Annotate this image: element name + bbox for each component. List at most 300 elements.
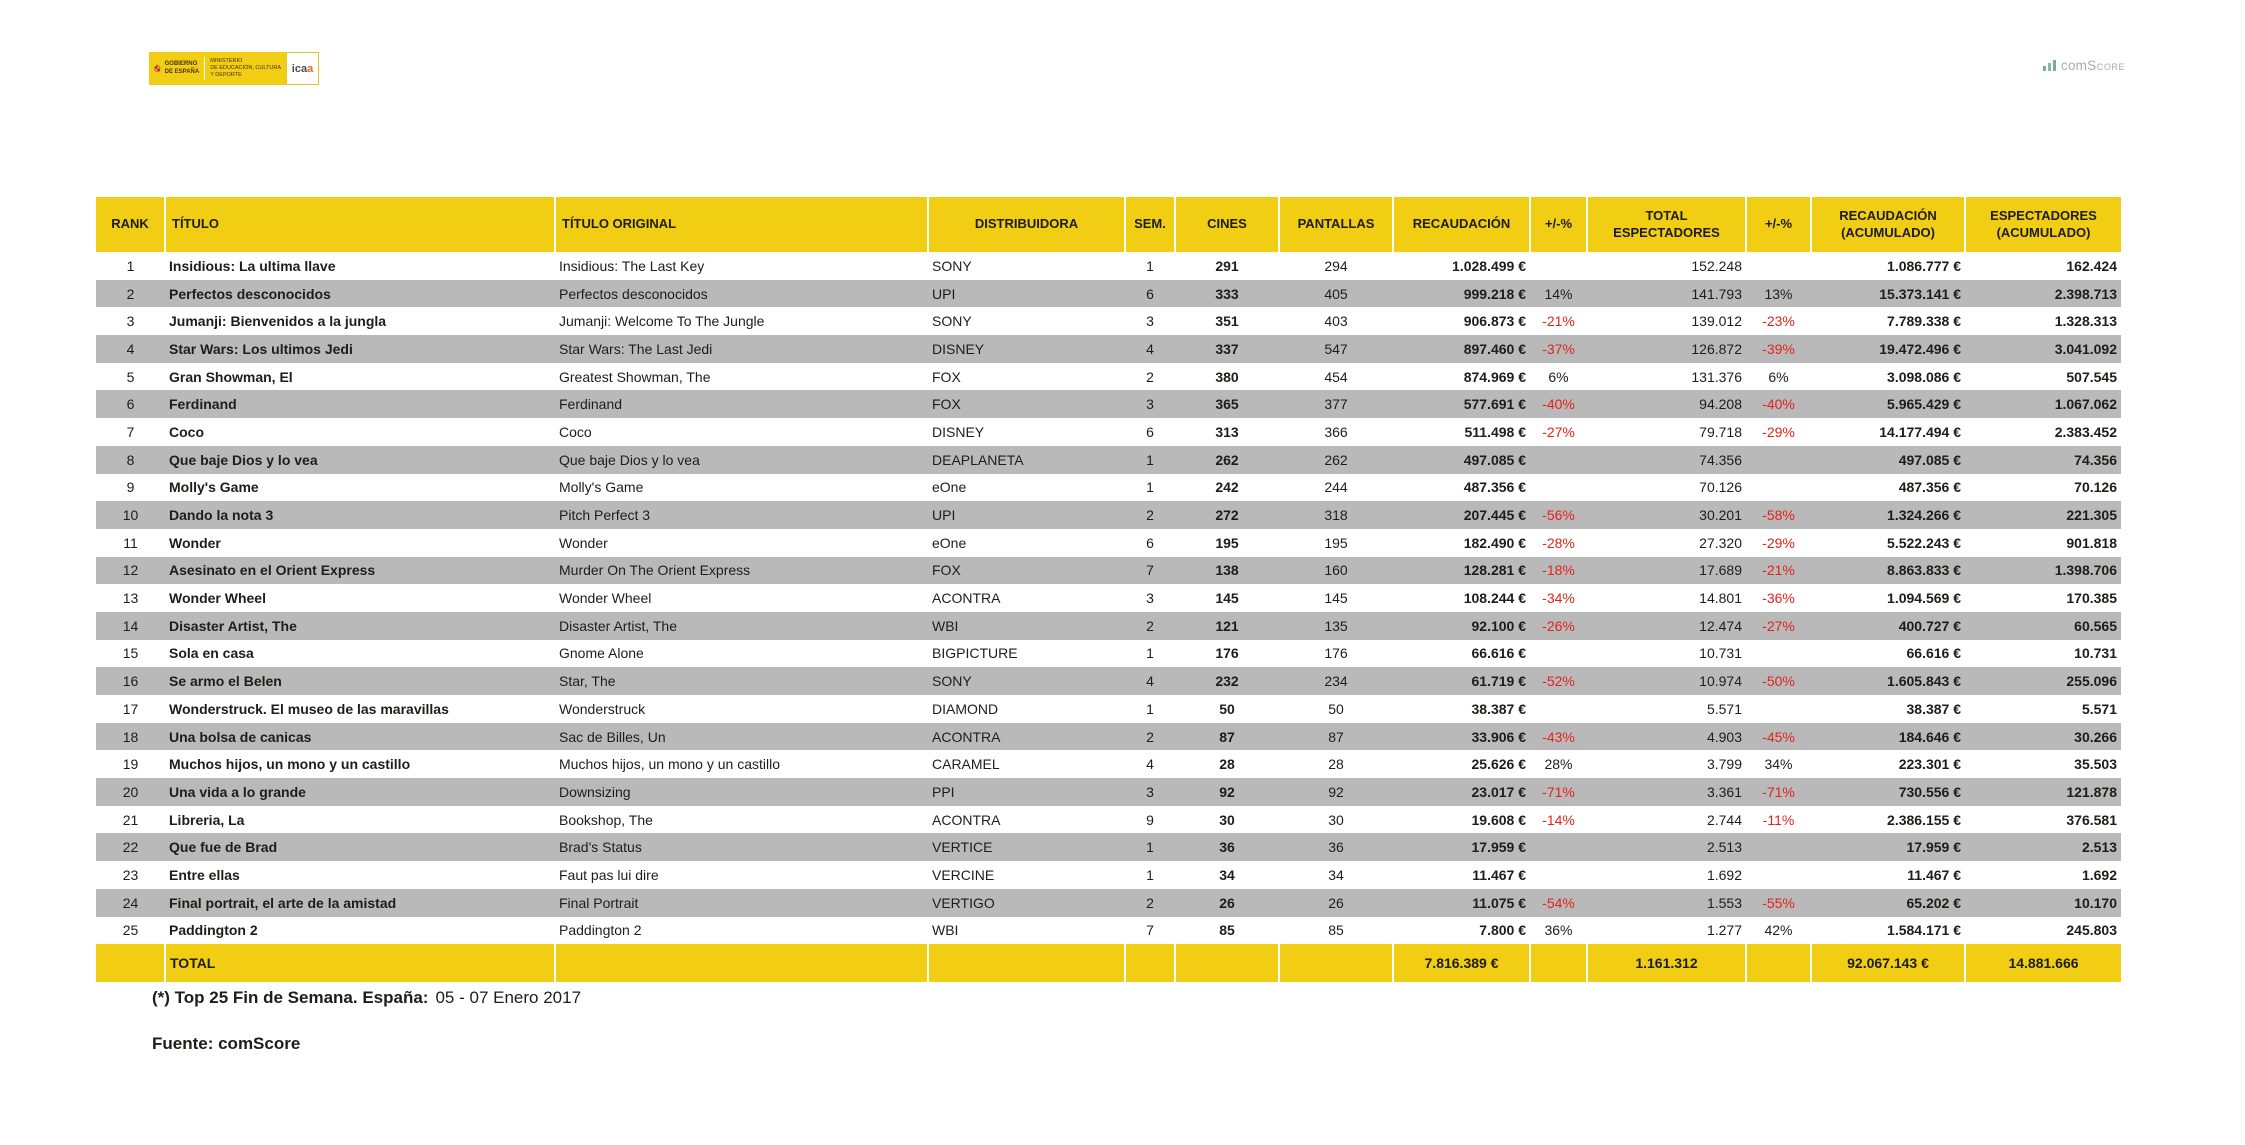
cell-distribuidora: eOne — [932, 479, 967, 496]
cell-sem: 2 — [1125, 501, 1175, 529]
cell-total_espectadores: 3.361 — [1587, 778, 1746, 806]
cell-recaudacion: 11.075 € — [1393, 889, 1530, 917]
cell-total_espectadores: 4.903 — [1587, 723, 1746, 751]
cell-espectadores_acum: 121.878 — [1965, 778, 2121, 806]
cell-recaudacion: 497.085 € — [1393, 446, 1530, 474]
table-row — [96, 806, 2121, 834]
cell-total_espectadores: 131.376 — [1691, 368, 1742, 385]
cell-recaudacion: 511.498 € — [1464, 423, 1526, 440]
cell-var_rec: 28% — [1544, 756, 1573, 773]
col-header-sem: SEM. — [1125, 197, 1175, 252]
cell-recaudacion_acum: 1.086.777 € — [1887, 257, 1961, 274]
cell-distribuidora: FOX — [928, 557, 1125, 585]
cell-recaudacion: 33.906 € — [1393, 723, 1530, 751]
col-header-recaudacion: RECAUDACIÓN — [1393, 197, 1530, 252]
comscore-logo — [2042, 58, 2125, 73]
cell-cines: 365 — [1175, 390, 1279, 418]
cell-var_rec — [1530, 695, 1587, 723]
cell-titulo: Perfectos desconocidos — [165, 280, 555, 308]
cell-total_espectadores: 14.801 — [1699, 590, 1742, 607]
cell-pantallas: 87 — [1279, 723, 1393, 751]
total-cell — [555, 944, 928, 982]
cell-cines: 28 — [1219, 756, 1235, 773]
cell-distribuidora: SONY — [932, 257, 972, 274]
cell-var_esp: -40% — [1746, 390, 1811, 418]
cell-var_esp — [1746, 474, 1811, 502]
cell-titulo_original: Que baje Dios y lo vea — [555, 446, 928, 474]
cell-espectadores_acum: 30.266 — [1965, 723, 2121, 751]
cell-cines: 337 — [1175, 335, 1279, 363]
cell-pantallas: 145 — [1324, 590, 1348, 607]
cell-pantallas: 403 — [1324, 313, 1348, 330]
cell-rank: 15 — [122, 645, 139, 662]
comscore-wordmark: comScore — [2061, 58, 2126, 73]
note-date: 05 - 07 Enero 2017 — [435, 988, 582, 1007]
cell-titulo_original: Wonder Wheel — [559, 590, 652, 607]
cell-espectadores_acum: 255.096 — [1965, 667, 2121, 695]
cell-pantallas: 176 — [1324, 645, 1348, 662]
cell-distribuidora: SONY — [932, 313, 972, 330]
cell-titulo_original: Paddington 2 — [559, 922, 642, 939]
cell-distribuidora: VERCINE — [932, 866, 995, 883]
cell-var_esp: -39% — [1746, 335, 1811, 363]
cell-recaudacion_acum: 400.727 € — [1811, 612, 1965, 640]
cell-cines: 85 — [1219, 922, 1235, 939]
cell-sem: 1 — [1146, 645, 1154, 662]
cell-recaudacion_acum: 1.605.843 € — [1811, 667, 1965, 695]
cell-distribuidora: FOX — [928, 390, 1125, 418]
cell-distribuidora: CARAMEL — [932, 756, 1000, 773]
report-period-note — [152, 988, 581, 1008]
cell-rank: 6 — [96, 390, 165, 418]
cell-var_esp: 6% — [1768, 368, 1789, 385]
cell-var_esp: -36% — [1762, 590, 1795, 607]
total-cell: 92.067.143 € — [1811, 944, 1965, 982]
cell-rank: 1 — [126, 257, 135, 274]
cell-total_espectadores: 1.553 — [1587, 889, 1746, 917]
cell-var_esp — [1746, 695, 1811, 723]
source-note: Fuente: comScore — [152, 1034, 301, 1053]
cell-titulo_original: Insidious: The Last Key — [559, 257, 705, 274]
header-row — [96, 197, 2121, 252]
cell-var_esp: -50% — [1746, 667, 1811, 695]
spain-coat-of-arms-icon — [154, 55, 161, 82]
cell-recaudacion_acum: 730.556 € — [1811, 778, 1965, 806]
cell-recaudacion: 17.959 € — [1393, 833, 1530, 861]
cell-sem: 2 — [1125, 889, 1175, 917]
cell-recaudacion_acum: 184.646 € — [1811, 723, 1965, 751]
table-row — [96, 667, 2121, 695]
cell-total_espectadores: 74.356 — [1587, 446, 1746, 474]
cell-pantallas: 234 — [1279, 667, 1393, 695]
col-header-titulo: TÍTULO — [165, 197, 555, 252]
cell-total_espectadores: 2.513 — [1587, 833, 1746, 861]
cell-distribuidora: ACONTRA — [928, 723, 1125, 751]
cell-sem: 3 — [1146, 590, 1154, 607]
cell-rank: 10 — [96, 501, 165, 529]
cell-sem: 3 — [1125, 778, 1175, 806]
cell-var_rec — [1530, 833, 1587, 861]
total-cell: 7.816.389 € — [1393, 944, 1530, 982]
cell-espectadores_acum: 245.803 — [2066, 922, 2117, 939]
cell-recaudacion: 11.467 € — [1472, 866, 1526, 883]
cell-rank: 22 — [96, 833, 165, 861]
cell-rank: 24 — [96, 889, 165, 917]
cell-titulo: Insidious: La ultima llave — [169, 257, 336, 274]
cell-total_espectadores: 152.248 — [1691, 257, 1742, 274]
cell-recaudacion: 23.017 € — [1393, 778, 1530, 806]
cell-titulo_original: Gnome Alone — [559, 645, 644, 662]
cell-recaudacion: 897.460 € — [1393, 335, 1530, 363]
cell-recaudacion: 7.800 € — [1479, 922, 1526, 939]
cell-distribuidora: ACONTRA — [932, 590, 1001, 607]
cell-titulo_original: Sac de Billes, Un — [555, 723, 928, 751]
table-row — [96, 474, 2121, 502]
cell-cines: 272 — [1175, 501, 1279, 529]
cell-sem: 7 — [1146, 922, 1154, 939]
table-row — [96, 640, 2121, 668]
cell-espectadores_acum: 74.356 — [1965, 446, 2121, 474]
cell-titulo_original: Pitch Perfect 3 — [555, 501, 928, 529]
cell-var_rec: -56% — [1530, 501, 1587, 529]
cell-recaudacion: 207.445 € — [1393, 501, 1530, 529]
col-header-var-recaudacion: +/-% — [1530, 197, 1587, 252]
cell-titulo_original: Perfectos desconocidos — [555, 280, 928, 308]
cell-recaudacion_acum: 2.386.155 € — [1887, 811, 1961, 828]
cell-espectadores_acum: 507.545 — [2066, 368, 2117, 385]
cell-recaudacion: 19.608 € — [1471, 811, 1526, 828]
cell-cines: 145 — [1215, 590, 1239, 607]
table-row — [96, 418, 2121, 446]
cell-cines: 50 — [1219, 700, 1235, 717]
cell-cines: 195 — [1215, 534, 1239, 551]
cell-titulo_original: Jumanji: Welcome To The Jungle — [559, 313, 765, 330]
table-row — [96, 390, 2121, 418]
cell-total_espectadores: 27.320 — [1699, 534, 1742, 551]
cell-recaudacion: 61.719 € — [1393, 667, 1530, 695]
cell-recaudacion: 906.873 € — [1463, 313, 1526, 330]
cell-sem: 3 — [1146, 313, 1154, 330]
cell-var_rec: -71% — [1530, 778, 1587, 806]
cell-espectadores_acum: 2.383.452 — [2054, 423, 2117, 440]
table-row — [96, 861, 2121, 889]
cell-pantallas: 377 — [1279, 390, 1393, 418]
cell-distribuidora: DISNEY — [928, 335, 1125, 363]
cell-rank: 11 — [123, 534, 138, 551]
cell-recaudacion: 1.028.499 € — [1452, 257, 1526, 274]
cell-var_esp: -45% — [1746, 723, 1811, 751]
cell-total_espectadores: 126.872 — [1587, 335, 1746, 363]
cell-rank: 17 — [122, 700, 139, 717]
cell-recaudacion_acum: 17.959 € — [1811, 833, 1965, 861]
cell-sem: 1 — [1125, 446, 1175, 474]
cell-var_rec: -54% — [1530, 889, 1587, 917]
table-row — [96, 529, 2121, 557]
cell-titulo: Sola en casa — [169, 645, 254, 662]
col-header-titulo-original: TÍTULO ORIGINAL — [555, 197, 928, 252]
cell-cines: 121 — [1175, 612, 1279, 640]
cell-titulo: Wonder Wheel — [169, 590, 266, 607]
cell-var_rec: -40% — [1530, 390, 1587, 418]
cell-total_espectadores: 17.689 — [1587, 557, 1746, 585]
cell-cines: 333 — [1175, 280, 1279, 308]
cell-var_esp: -55% — [1746, 889, 1811, 917]
col-header-rank: RANK — [96, 197, 165, 252]
cell-espectadores_acum: 10.731 — [2074, 645, 2117, 662]
cell-titulo: Que baje Dios y lo vea — [165, 446, 555, 474]
cell-var_rec: -28% — [1542, 534, 1575, 551]
cell-distribuidora: VERTIGO — [928, 889, 1125, 917]
cell-pantallas: 28 — [1328, 756, 1344, 773]
cell-recaudacion_acum: 497.085 € — [1811, 446, 1965, 474]
cell-recaudacion: 66.616 € — [1471, 645, 1526, 662]
cell-espectadores_acum: 10.170 — [1965, 889, 2121, 917]
cell-cines: 242 — [1215, 479, 1239, 496]
cell-cines: 176 — [1215, 645, 1239, 662]
cell-recaudacion_acum: 1.094.569 € — [1887, 590, 1961, 607]
cell-pantallas: 195 — [1324, 534, 1348, 551]
cell-var_rec: 6% — [1548, 368, 1569, 385]
cell-recaudacion_acum: 66.616 € — [1906, 645, 1961, 662]
cell-rank: 16 — [96, 667, 165, 695]
cell-total_espectadores: 30.201 — [1587, 501, 1746, 529]
cell-var_rec: -34% — [1542, 590, 1575, 607]
cell-pantallas: 262 — [1279, 446, 1393, 474]
cell-rank: 8 — [96, 446, 165, 474]
cell-var_rec — [1530, 252, 1587, 280]
cell-rank: 4 — [96, 335, 165, 363]
cell-titulo_original: Wonder — [559, 534, 608, 551]
cell-var_rec — [1530, 474, 1587, 502]
cell-titulo: Que fue de Brad — [165, 833, 555, 861]
cell-pantallas: 30 — [1328, 811, 1344, 828]
cell-titulo_original: Faut pas lui dire — [559, 866, 659, 883]
cell-titulo: Final portrait, el arte de la amistad — [165, 889, 555, 917]
cell-titulo_original: Ferdinand — [555, 390, 928, 418]
cell-pantallas: 405 — [1279, 280, 1393, 308]
table-row — [96, 584, 2121, 612]
box-office-table — [96, 197, 2121, 982]
cell-var_esp: -58% — [1746, 501, 1811, 529]
cell-recaudacion_acum: 487.356 € — [1898, 479, 1961, 496]
cell-var_rec: -14% — [1542, 811, 1575, 828]
cell-sem: 6 — [1125, 280, 1175, 308]
cell-total_espectadores: 139.012 — [1691, 313, 1742, 330]
cell-recaudacion: 108.244 € — [1463, 590, 1526, 607]
cell-espectadores_acum: 5.571 — [2081, 700, 2117, 717]
cell-recaudacion: 182.490 € — [1463, 534, 1526, 551]
cell-cines: 87 — [1175, 723, 1279, 751]
cell-recaudacion_acum: 11.467 € — [1907, 866, 1961, 883]
comscore-icon — [2042, 59, 2057, 72]
cell-rank: 3 — [126, 313, 135, 330]
total-cell — [1175, 944, 1279, 982]
total-cell: 14.881.666 — [1965, 944, 2121, 982]
col-header-cines: CINES — [1175, 197, 1279, 252]
cell-var_esp: 42% — [1764, 922, 1793, 939]
cell-sem: 7 — [1125, 557, 1175, 585]
cell-var_rec: 14% — [1530, 280, 1587, 308]
cell-var_rec: -43% — [1530, 723, 1587, 751]
cell-rank: 13 — [122, 590, 139, 607]
cell-rank: 19 — [122, 756, 139, 773]
total-label: TOTAL — [165, 944, 555, 982]
cell-cines: 138 — [1175, 557, 1279, 585]
cell-titulo: Dando la nota 3 — [165, 501, 555, 529]
cell-recaudacion: 92.100 € — [1393, 612, 1530, 640]
cell-recaudacion_acum: 7.789.338 € — [1887, 313, 1961, 330]
cell-var_esp — [1746, 640, 1811, 668]
cell-var_rec — [1530, 640, 1587, 668]
cell-total_espectadores: 10.974 — [1587, 667, 1746, 695]
cell-cines: 232 — [1175, 667, 1279, 695]
cell-espectadores_acum: 60.565 — [1965, 612, 2121, 640]
cell-espectadores_acum: 3.041.092 — [1965, 335, 2121, 363]
cell-recaudacion_acum: 8.863.833 € — [1811, 557, 1965, 585]
gobierno-text: GOBIERNO DE ESPAÑA — [164, 61, 200, 75]
cell-var_rec — [1530, 446, 1587, 474]
cell-pantallas: 92 — [1279, 778, 1393, 806]
cell-titulo: Paddington 2 — [169, 922, 258, 939]
cell-total_espectadores: 3.799 — [1706, 756, 1742, 773]
cell-sem: 4 — [1125, 335, 1175, 363]
cell-espectadores_acum: 2.513 — [1965, 833, 2121, 861]
cell-espectadores_acum: 162.424 — [2066, 257, 2117, 274]
cell-var_esp: -21% — [1746, 557, 1811, 585]
cell-titulo: Entre ellas — [169, 866, 240, 883]
cell-var_esp — [1746, 446, 1811, 474]
cell-recaudacion_acum: 5.965.429 € — [1811, 390, 1965, 418]
table-row — [96, 723, 2121, 751]
cell-pantallas: 160 — [1279, 557, 1393, 585]
table-row — [96, 280, 2121, 308]
table-row — [96, 335, 2121, 363]
cell-sem: 6 — [1146, 534, 1154, 551]
cell-sem: 1 — [1125, 833, 1175, 861]
cell-total_espectadores: 10.731 — [1699, 645, 1742, 662]
cell-distribuidora: UPI — [928, 280, 1125, 308]
cell-distribuidora: BIGPICTURE — [932, 645, 1018, 662]
cell-total_espectadores: 141.793 — [1587, 280, 1746, 308]
cell-espectadores_acum: 1.328.313 — [2054, 313, 2117, 330]
cell-rank: 18 — [96, 723, 165, 751]
cell-recaudacion: 38.387 € — [1471, 700, 1526, 717]
table-row — [96, 557, 2121, 585]
cell-sem: 2 — [1125, 723, 1175, 751]
cell-pantallas: 36 — [1279, 833, 1393, 861]
cell-pantallas: 34 — [1328, 866, 1344, 883]
cell-titulo: Asesinato en el Orient Express — [165, 557, 555, 585]
cell-espectadores_acum: 70.126 — [2074, 479, 2117, 496]
table-row — [96, 612, 2121, 640]
cell-pantallas: 85 — [1328, 922, 1344, 939]
table-row — [96, 750, 2121, 778]
icaa-accent: a — [307, 62, 314, 75]
cell-rank: 14 — [96, 612, 165, 640]
cell-pantallas: 50 — [1328, 700, 1344, 717]
cell-pantallas: 244 — [1324, 479, 1348, 496]
table-row — [96, 778, 2121, 806]
cell-espectadores_acum: 170.385 — [2066, 590, 2117, 607]
cell-espectadores_acum: 901.818 — [2066, 534, 2117, 551]
cell-titulo: Wonderstruck. El museo de las maravillas — [169, 700, 449, 717]
cell-sem: 4 — [1146, 756, 1154, 773]
cell-titulo_original: Greatest Showman, The — [559, 368, 711, 385]
cell-distribuidora: DISNEY — [932, 423, 985, 440]
cell-total_espectadores: 94.208 — [1587, 390, 1746, 418]
cell-pantallas: 547 — [1279, 335, 1393, 363]
cell-sem: 9 — [1146, 811, 1154, 828]
cell-distribuidora: WBI — [932, 922, 959, 939]
cell-titulo: Jumanji: Bienvenidos a la jungla — [169, 313, 387, 330]
cell-titulo_original: Muchos hijos, un mono y un castillo — [559, 756, 780, 773]
cell-pantallas: 366 — [1324, 423, 1348, 440]
table-row — [96, 363, 2121, 391]
cell-cines: 30 — [1219, 811, 1235, 828]
cell-recaudacion_acum: 1.324.266 € — [1811, 501, 1965, 529]
cell-recaudacion_acum: 223.301 € — [1898, 756, 1961, 773]
cell-distribuidora: eOne — [932, 534, 967, 551]
cell-rank: 20 — [96, 778, 165, 806]
cell-distribuidora: PPI — [928, 778, 1125, 806]
cell-var_esp: 13% — [1746, 280, 1811, 308]
table-row — [96, 252, 2121, 280]
cell-titulo_original: Disaster Artist, The — [555, 612, 928, 640]
total-row — [96, 944, 2121, 982]
cell-var_rec: -18% — [1530, 557, 1587, 585]
icaa-logo — [286, 52, 319, 85]
ministerio-text: MINISTERIO DE EDUCACIÓN, CULTURA Y DEPORTE — [210, 58, 281, 78]
cell-distribuidora: VERTICE — [928, 833, 1125, 861]
note-label: (*) Top 25 Fin de Semana. España: — [152, 988, 429, 1007]
cell-espectadores_acum: 35.503 — [2074, 756, 2117, 773]
cell-sem: 1 — [1146, 700, 1154, 717]
cell-titulo: Gran Showman, El — [169, 368, 293, 385]
cell-rank: 9 — [126, 479, 135, 496]
cell-titulo_original: Downsizing — [555, 778, 928, 806]
table-header — [96, 197, 2121, 252]
cell-titulo: Wonder — [169, 534, 221, 551]
cell-titulo: Una bolsa de canicas — [165, 723, 555, 751]
table-body — [96, 252, 2121, 982]
cell-cines: 313 — [1215, 423, 1239, 440]
gobierno-espana-logo — [149, 52, 319, 85]
cell-espectadores_acum: 1.398.706 — [1965, 557, 2121, 585]
cell-titulo: Libreria, La — [169, 811, 245, 828]
col-header-total-espectadores: TOTAL ESPECTADORES — [1587, 197, 1746, 252]
cell-recaudacion_acum: 38.387 € — [1906, 700, 1961, 717]
cell-pantallas: 294 — [1324, 257, 1348, 274]
cell-titulo: Molly's Game — [169, 479, 259, 496]
cell-titulo_original: Molly's Game — [559, 479, 644, 496]
cell-recaudacion: 577.691 € — [1393, 390, 1530, 418]
cell-rank: 25 — [122, 922, 139, 939]
cell-distribuidora: ACONTRA — [932, 811, 1001, 828]
col-header-distribuidora: DISTRIBUIDORA — [928, 197, 1125, 252]
cell-cines: 26 — [1175, 889, 1279, 917]
cell-titulo: Disaster Artist, The — [165, 612, 555, 640]
total-cell — [1746, 944, 1811, 982]
cell-var_esp — [1746, 833, 1811, 861]
cell-titulo_original: Bookshop, The — [559, 811, 653, 828]
cell-cines: 351 — [1215, 313, 1239, 330]
gobierno-banner — [149, 52, 286, 85]
cell-var_esp: -71% — [1746, 778, 1811, 806]
cell-titulo_original: Coco — [559, 423, 592, 440]
cell-var_rec: -37% — [1530, 335, 1587, 363]
cell-rank: 21 — [122, 811, 139, 828]
cell-var_esp: 34% — [1764, 756, 1793, 773]
